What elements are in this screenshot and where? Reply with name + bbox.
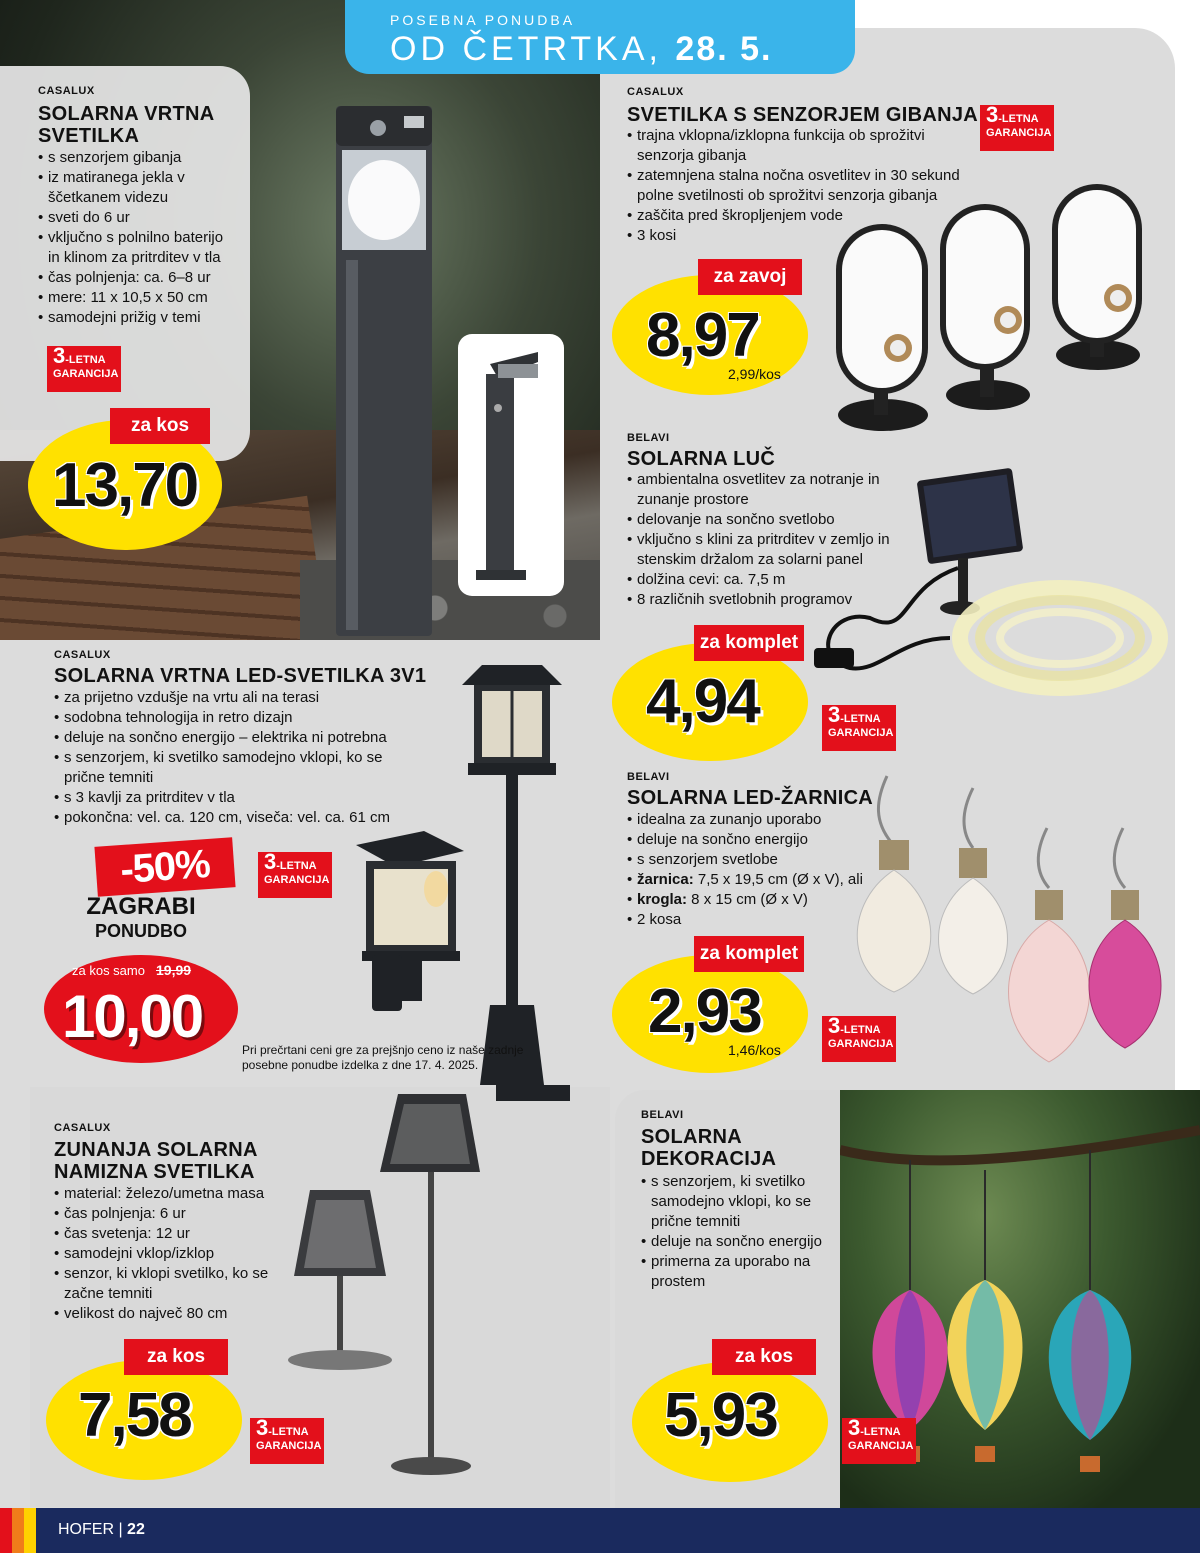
feature-list xyxy=(641,1172,831,1292)
price: 13,70 xyxy=(52,451,198,520)
product-title: SOLARNA VRTNA SVETILKA xyxy=(38,103,215,147)
price-footnote: Pri prečrtani ceni gre za prejšnjo ceno iz naše zadnje posebne ponudbe izdelka z dne 17. 4. 2025. xyxy=(242,1043,524,1072)
price-unit-label: za komplet xyxy=(694,936,804,972)
offer-date: OD ČETRTKA, 28. 5. xyxy=(390,30,773,68)
feature-item: • žarnica: 7,5 x 19,5 cm (Ø x V), ali xyxy=(627,870,867,890)
guarantee-badge: 3-LETNA GARANCIJA xyxy=(250,1418,324,1464)
page-footer xyxy=(0,1508,1200,1553)
offer-subtitle: POSEBNA PONUDBA xyxy=(390,12,576,28)
feature-item: • čas polnjenja: ca. 6–8 ur xyxy=(38,268,238,288)
solar-light-tube-image xyxy=(810,468,1170,708)
feature-item: • čas svetenja: 12 ur xyxy=(54,1224,284,1244)
feature-item: • s senzorjem gibanja xyxy=(38,148,238,168)
feature-item: • zatemnjena stalna nočna osvetlitev in 30 sekund polne svetilnosti ob sprožitvi senzorja gibanja xyxy=(627,166,977,206)
feature-item: • deluje na sončno energijo xyxy=(641,1232,831,1252)
brand-label: CASALUX xyxy=(54,1122,111,1134)
brand-label: CASALUX xyxy=(627,86,684,98)
feature-item: • za prijetno vzdušje na vrtu ali na terasi xyxy=(54,688,414,708)
feature-item: • senzor, ki vklopi svetilko, ko se začne temniti xyxy=(54,1264,284,1304)
feature-item: • samodejni prižig v temi xyxy=(38,308,238,328)
feature-item: • deluje na sončno energijo – elektrika ni potrebna xyxy=(54,728,414,748)
product-title: SOLARNA DEKORACIJA xyxy=(641,1126,777,1170)
brand-label: CASALUX xyxy=(54,649,111,661)
feature-item: • idealna za zunanjo uporabo xyxy=(627,810,867,830)
brand-label: BELAVI xyxy=(627,432,670,444)
brand-label: BELAVI xyxy=(641,1109,684,1121)
price: 2,93 xyxy=(648,977,761,1046)
brand-label: BELAVI xyxy=(627,771,670,783)
price: 7,58 xyxy=(78,1381,191,1450)
feature-item: • vključno s polnilno baterijo in klinom za pritrditev v tla xyxy=(38,228,238,268)
feature-item: • ambientalna osvetlitev za notranje in zunanje prostore xyxy=(627,470,897,510)
feature-item: • primerna za uporabo na prostem xyxy=(641,1252,831,1292)
feature-item: • s senzorjem svetlobe xyxy=(627,850,867,870)
sensor-lamps-image xyxy=(828,180,1168,440)
feature-item: • mere: 11 x 10,5 x 50 cm xyxy=(38,288,238,308)
product-title: SOLARNA LED-ŽARNICA xyxy=(627,787,874,809)
bollard-lamp-inset xyxy=(458,334,564,596)
guarantee-badge: 3-LETNA GARANCIJA xyxy=(842,1418,916,1464)
guarantee-badge: 3-LETNA GARANCIJA xyxy=(980,105,1054,151)
price-unit-label: za kos xyxy=(110,408,210,444)
product-title: SOLARNA LUČ xyxy=(627,448,776,470)
price: 10,00 xyxy=(62,983,203,1050)
price-unit-label: za zavoj xyxy=(698,259,802,295)
feature-item: • sodobna tehnologija in retro dizajn xyxy=(54,708,414,728)
feature-item: • velikost do največ 80 cm xyxy=(54,1304,284,1324)
price: 8,97 xyxy=(646,301,759,370)
feature-item: • krogla: 8 x 15 cm (Ø x V) xyxy=(627,890,867,910)
feature-item: • zaščita pred škropljenjem vode xyxy=(627,206,977,226)
feature-item: • trajna vklopna/izklopna funkcija ob sprožitvi senzorja gibanja xyxy=(627,126,977,166)
price-unit-label: za komplet xyxy=(694,625,804,661)
feature-item: • s senzorjem, ki svetilko samodejno vklopi, ko se prične temniti xyxy=(641,1172,831,1232)
old-price: 19,99 xyxy=(156,962,192,978)
price: 5,93 xyxy=(664,1381,777,1450)
footer-brand-stripes xyxy=(0,1508,36,1553)
product-title: ZUNANJA SOLARNA NAMIZNA SVETILKA xyxy=(54,1139,258,1183)
feature-item: • s senzorjem, ki svetilko samodejno vklopi, ko se prične temniti xyxy=(54,748,414,788)
feature-list xyxy=(54,1184,284,1324)
feature-list xyxy=(38,148,238,328)
feature-item: • deluje na sončno energijo xyxy=(627,830,867,850)
feature-item: • material: železo/umetna masa xyxy=(54,1184,284,1204)
product-title: SOLARNA VRTNA LED-SVETILKA 3V1 xyxy=(54,665,427,687)
guarantee-badge: 3-LETNA GARANCIJA xyxy=(47,346,121,392)
price: 4,94 xyxy=(646,667,759,736)
price-unit-label: za kos xyxy=(712,1339,816,1375)
feature-item: • iz matiranega jekla v ščetkanem videzu xyxy=(38,168,238,208)
feature-item: • pokončna: vel. ca. 120 cm, viseča: vel. ca. 61 cm xyxy=(54,808,414,828)
unit-price: 1,46/kos xyxy=(728,1042,781,1058)
feature-item: • s 3 kavlji za pritrditev v tla xyxy=(54,788,414,808)
feature-item: • dolžina cevi: ca. 7,5 m xyxy=(627,570,897,590)
promo-label: ZAGRABI PONUDBO xyxy=(86,893,196,941)
footer-page-label: HOFER | 22 xyxy=(58,1521,145,1538)
feature-item: • vključno s klini za pritrditev v zemljo in stenskim držalom za solarni panel xyxy=(627,530,897,570)
discount-badge: -50% xyxy=(94,837,235,897)
feature-item: • 3 kosi xyxy=(627,226,977,246)
brand-label: CASALUX xyxy=(38,85,95,97)
feature-item: • sveti do 6 ur xyxy=(38,208,238,228)
guarantee-badge: 3-LETNA GARANCIJA xyxy=(822,1016,896,1062)
feature-item: • čas polnjenja: 6 ur xyxy=(54,1204,284,1224)
guarantee-badge: 3-LETNA GARANCIJA xyxy=(258,852,332,898)
feature-item: • 2 kosa xyxy=(627,910,867,930)
unit-price: 2,99/kos xyxy=(728,366,781,382)
feature-list xyxy=(627,810,867,930)
feature-item: • 8 različnih svetlobnih programov xyxy=(627,590,897,610)
old-price-label: za kos samo xyxy=(72,963,145,978)
guarantee-badge: 3-LETNA GARANCIJA xyxy=(822,705,896,751)
feature-item: • delovanje na sončno svetlobo xyxy=(627,510,897,530)
price-unit-label: za kos xyxy=(124,1339,228,1375)
feature-item: • samodejni vklop/izklop xyxy=(54,1244,284,1264)
product-title: SVETILKA S SENZORJEM GIBANJA xyxy=(627,104,979,126)
